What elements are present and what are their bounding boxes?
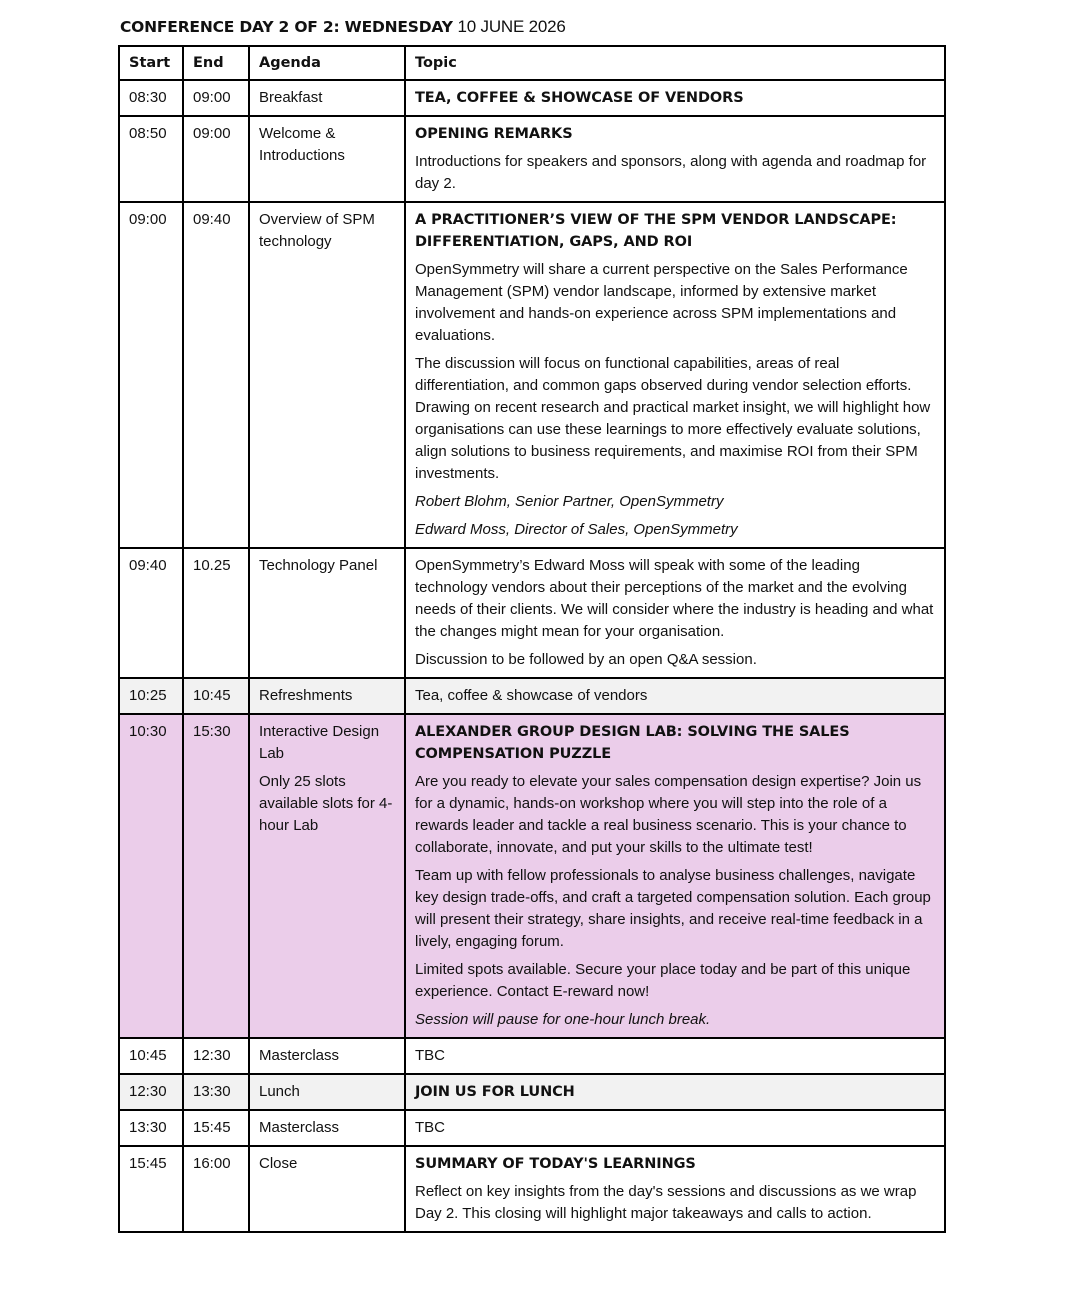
topic-description: TBC [415,1119,445,1136]
topic-cell [405,1074,945,1110]
topic-cell [405,714,945,1038]
agenda-item: Breakfast [249,80,405,116]
start-time: 10:45 [119,1038,183,1074]
end-time: 09:00 [183,80,249,116]
end-time: 16:00 [183,1146,249,1232]
column-header-topic: Topic [405,46,945,80]
topic-description: Are you ready to elevate your sales compensation design expertise? Join us for a dynamic, hands-on workshop where you will step into the role of a rewards leader and tackle a real business scenario. This is your chance to collaborate, innovate, and put your skills to the ultimate test! [415,773,922,856]
end-time: 13:30 [183,1074,249,1110]
table-row [119,1074,945,1110]
topic-heading: OPENING REMARKS [415,126,573,142]
topic-cell [405,80,945,116]
agenda-item: Technology Panel [249,548,405,678]
topic-heading: TEA, COFFEE & SHOWCASE OF VENDORS [415,90,744,106]
column-header-start: Start [119,46,183,80]
topic-description: Team up with fellow professionals to analyse business challenges, navigate key design trade-offs, and craft a targeted compensation solution. Each group will present their strategy, share insights, and receive real-time feedback in a lively, engaging forum. [415,867,931,950]
table-row [119,202,945,548]
table-row [119,678,945,714]
end-time: 10.25 [183,548,249,678]
table-row [119,80,945,116]
speaker-credit: Robert Blohm, Senior Partner, OpenSymmetry [415,493,724,510]
topic-cell [405,1110,945,1146]
topic-cell [405,1146,945,1232]
table-row [119,116,945,202]
topic-cell [405,548,945,678]
end-time: 10:45 [183,678,249,714]
end-time: 12:30 [183,1038,249,1074]
table-header-row [119,46,945,80]
speaker-credit: Edward Moss, Director of Sales, OpenSymmetry [415,521,738,538]
end-time: 09:00 [183,116,249,202]
page-title [120,17,566,37]
topic-description: Limited spots available. Secure your place today and be part of this unique experience. Contact E-reward now! [415,961,911,1000]
start-time: 10:25 [119,678,183,714]
start-time: 08:30 [119,80,183,116]
table-row [119,1038,945,1074]
start-time: 09:40 [119,548,183,678]
topic-heading: A PRACTITIONER’S VIEW OF THE SPM VENDOR LANDSCAPE: DIFFERENTIATION, GAPS, AND ROI [415,212,897,250]
agenda-item: Overview of SPM technology [249,202,405,548]
column-header-agenda: Agenda [249,46,405,80]
topic-heading: SUMMARY OF TODAY'S LEARNINGS [415,1156,696,1172]
session-note: Session will pause for one-hour lunch break. [415,1011,711,1028]
column-header-end: End [183,46,249,80]
start-time: 12:30 [119,1074,183,1110]
topic-description: OpenSymmetry’s Edward Moss will speak with some of the leading technology vendors about their perceptions of the market and the evolving needs of their clients. We will consider where the industry is heading and what the changes might mean for your organisation. [415,557,934,640]
topic-heading: JOIN US FOR LUNCH [415,1084,575,1100]
topic-description: The discussion will focus on functional capabilities, areas of real differentiation, and common gaps observed during vendor selection efforts. Drawing on recent research and practical market insight, we will highlight how organisations can use these learnings to more effectively evaluate solutions, align solutions to business requirements, and maximise ROI from their SPM investments. [415,355,931,482]
start-time: 08:50 [119,116,183,202]
page-title-date: 10 JUNE 2026 [457,17,566,36]
start-time: 13:30 [119,1110,183,1146]
agenda-item: Lunch [249,1074,405,1110]
agenda-item-cell [249,714,405,1038]
table-row [119,1146,945,1232]
topic-description: Reflect on key insights from the day's sessions and discussions as we wrap Day 2. This closing will highlight major takeaways and calls to action. [415,1183,917,1222]
end-time: 15:30 [183,714,249,1038]
topic-description: Introductions for speakers and sponsors, along with agenda and roadmap for day 2. [415,153,927,192]
topic-description: OpenSymmetry will share a current perspective on the Sales Performance Management (SPM) vendor landscape, informed by extensive market involvement and hands-on experience across SPM implementations and evaluations. [415,261,908,344]
agenda-item: Refreshments [249,678,405,714]
agenda-item: Masterclass [249,1110,405,1146]
topic-cell [405,202,945,548]
table-row [119,548,945,678]
topic-cell [405,1038,945,1074]
table-row [119,714,945,1038]
topic-heading: ALEXANDER GROUP DESIGN LAB: SOLVING THE SALES COMPENSATION PUZZLE [415,724,850,762]
end-time: 15:45 [183,1110,249,1146]
agenda-item: Masterclass [249,1038,405,1074]
end-time: 09:40 [183,202,249,548]
agenda-item: Welcome & Introductions [249,116,405,202]
topic-cell [405,116,945,202]
topic-description: TBC [415,1047,445,1064]
agenda-item: Interactive Design Lab [259,723,380,762]
topic-cell [405,678,945,714]
start-time: 15:45 [119,1146,183,1232]
table-row [119,1110,945,1146]
topic-description: Discussion to be followed by an open Q&A session. [415,651,757,668]
agenda-slots-note: Only 25 slots available slots for 4-hour Lab [259,773,393,834]
topic-description: Tea, coffee & showcase of vendors [415,687,648,704]
agenda-item: Close [249,1146,405,1232]
page-title-day: CONFERENCE DAY 2 OF 2: WEDNESDAY [120,18,453,36]
start-time: 10:30 [119,714,183,1038]
start-time: 09:00 [119,202,183,548]
agenda-table [118,45,946,1233]
